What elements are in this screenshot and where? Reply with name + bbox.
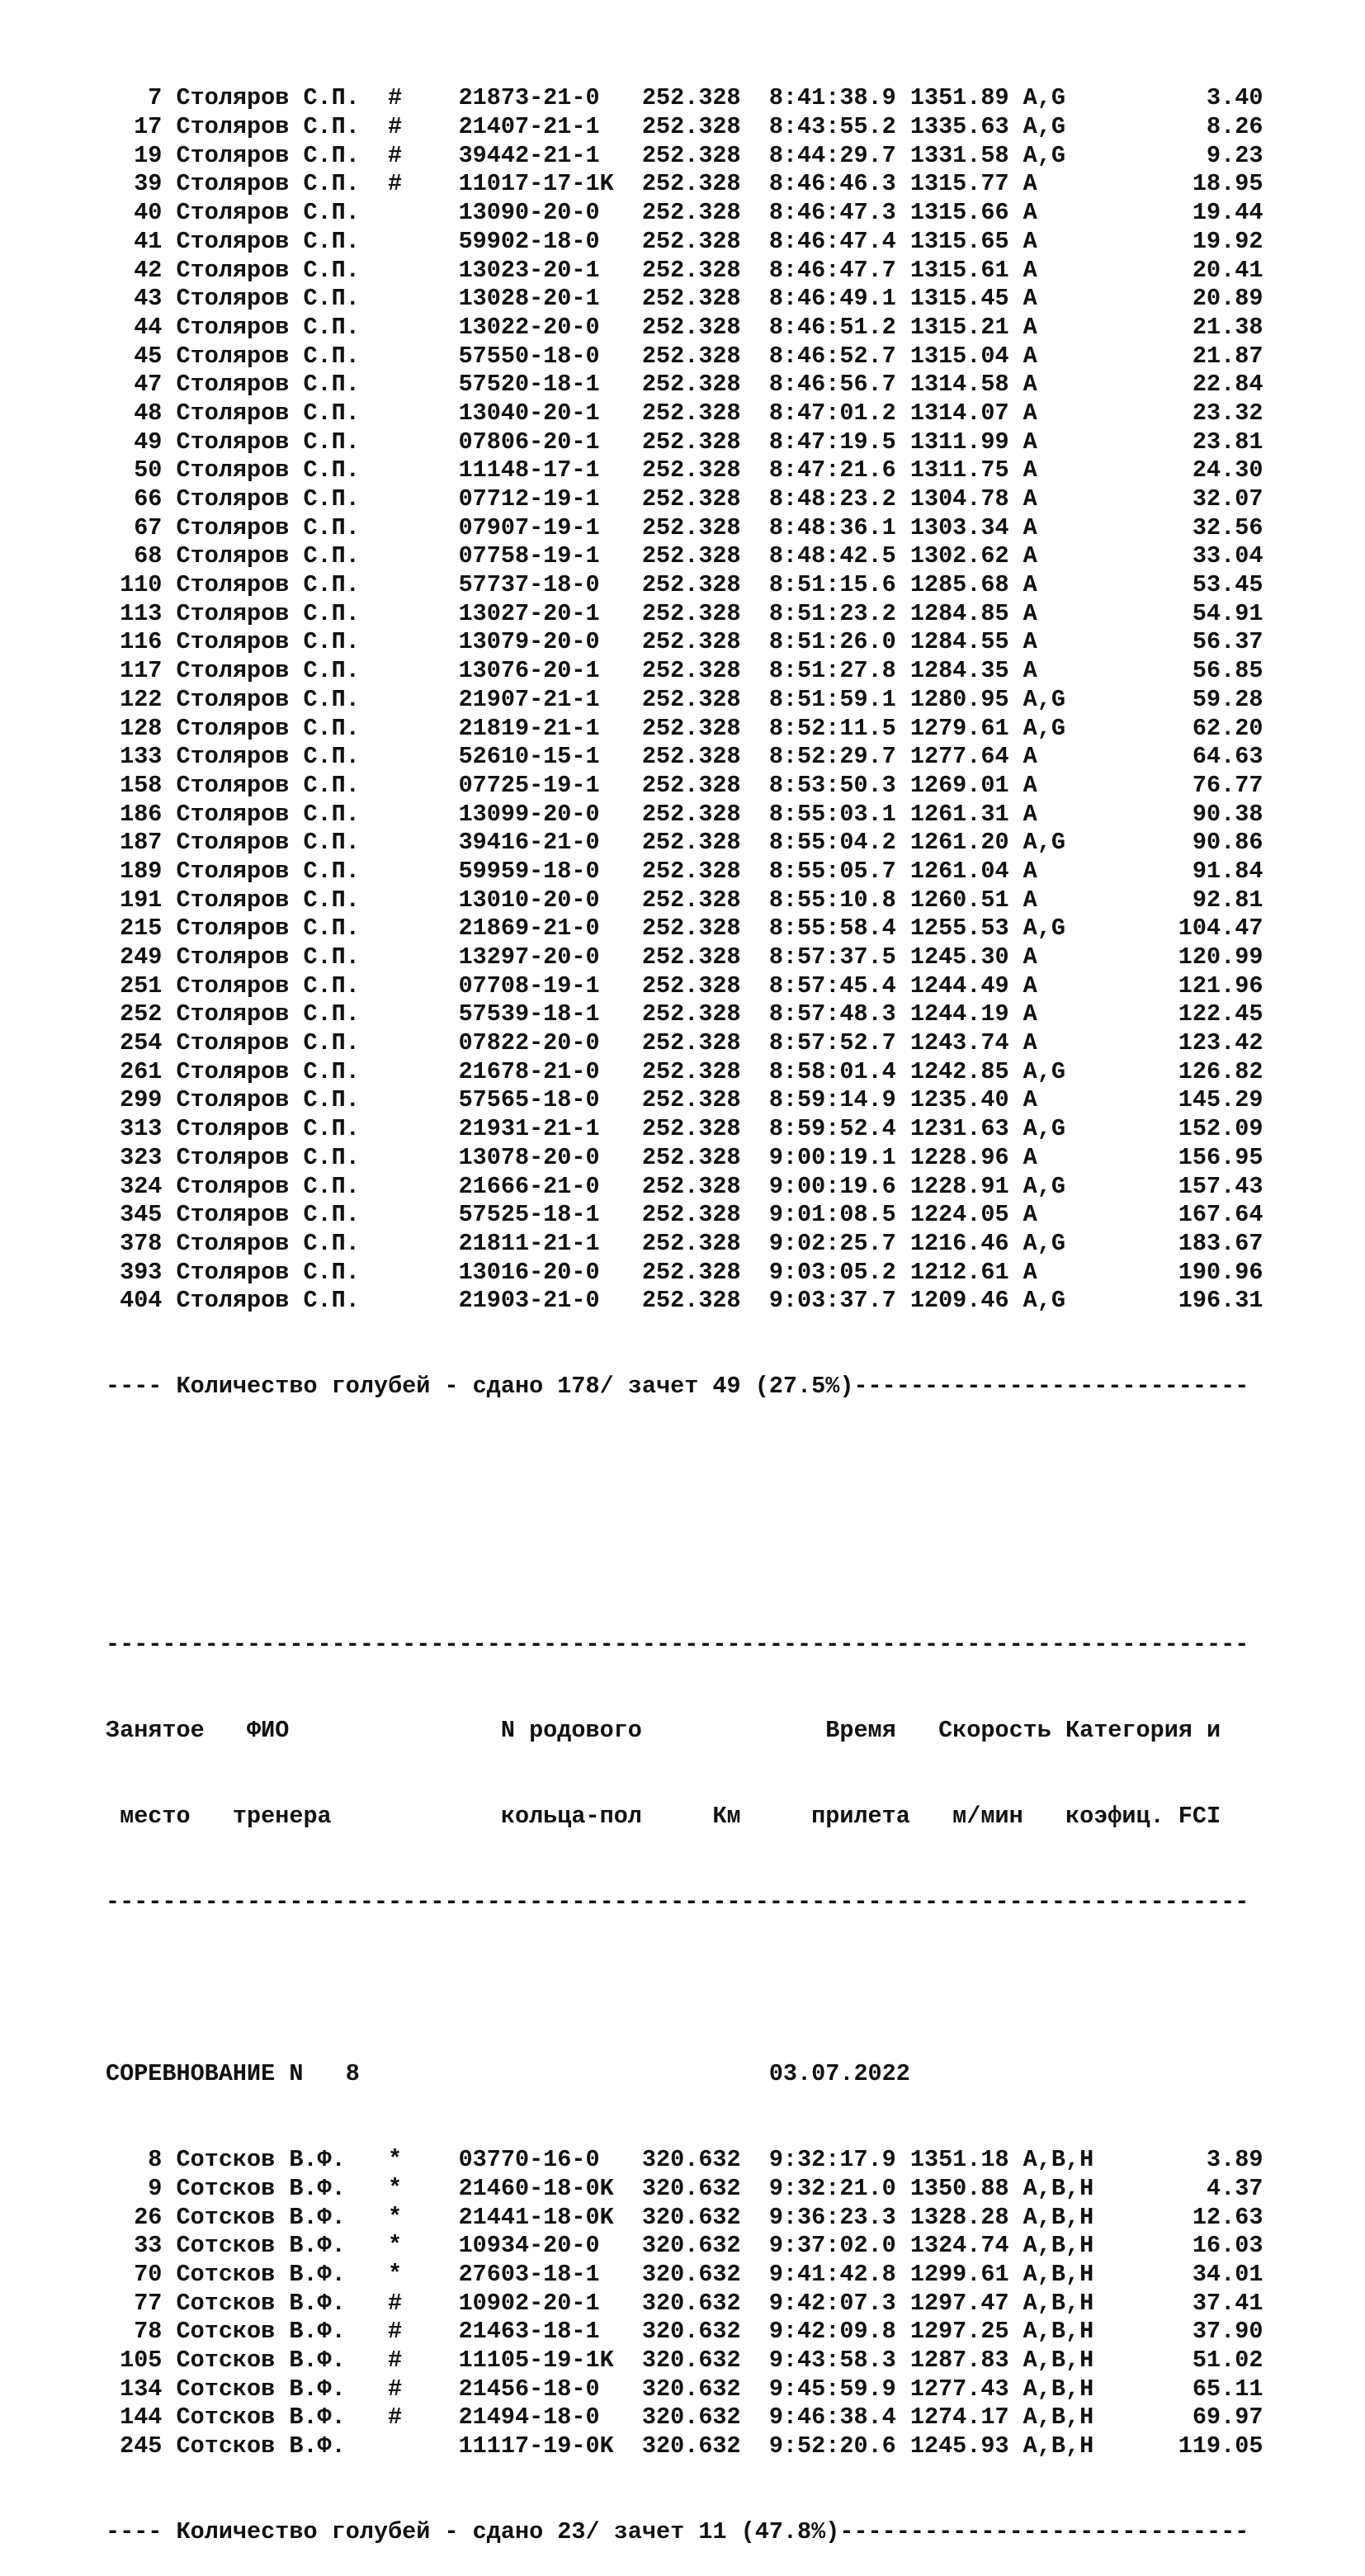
header-rule-bottom: --------------------------------------------------------------------------------- xyxy=(106,1888,1249,1916)
result-row: 67 Столяров С.П. 07907-19-1 252.328 8:48:36.1 1303.34 A 32.56 xyxy=(106,513,1263,541)
result-row: 251 Столяров С.П. 07708-19-1 252.328 8:57:45.4 1244.49 A 121.96 xyxy=(106,971,1263,1000)
result-row: 110 Столяров С.П. 57737-18-0 252.328 8:51:15.6 1285.68 A 53.45 xyxy=(106,571,1263,599)
result-row: 44 Столяров С.П. 13022-20-0 252.328 8:46:51.2 1315.21 A 21.38 xyxy=(106,313,1263,341)
result-row: 254 Столяров С.П. 07822-20-0 252.328 8:57:52.7 1243.74 A 123.42 xyxy=(106,1029,1263,1057)
result-row: 249 Столяров С.П. 13297-20-0 252.328 8:57:37.5 1245.30 A 120.99 xyxy=(106,943,1263,971)
result-row: 122 Столяров С.П. 21907-21-1 252.328 8:51:59.1 1280.95 A,G 59.28 xyxy=(106,685,1263,713)
result-row: 117 Столяров С.П. 13076-20-1 252.328 8:51:27.8 1284.35 A 56.85 xyxy=(106,657,1263,685)
result-row: 77 Сотсков В.Ф. # 10902-20-1 320.632 9:42:07.3 1297.47 A,B,H 37.41 xyxy=(106,2289,1263,2317)
result-row: 41 Столяров С.П. 59902-18-0 252.328 8:46:47.4 1315.65 A 19.92 xyxy=(106,227,1263,255)
result-row: 324 Столяров С.П. 21666-21-0 252.328 9:00:19.6 1228.91 A,G 157.43 xyxy=(106,1172,1263,1200)
blank-line xyxy=(106,1974,1344,2003)
result-row: 39 Столяров С.П. # 11017-17-1K 252.328 8:46:46.3 1315.77 A 18.95 xyxy=(106,170,1263,198)
result-row: 261 Столяров С.П. 21678-21-0 252.328 8:58:01.4 1242.85 A,G 126.82 xyxy=(106,1057,1263,1085)
result-row: 144 Сотсков В.Ф. # 21494-18-0 320.632 9:46:38.4 1274.17 A,B,H 69.97 xyxy=(106,2403,1263,2432)
result-row: 42 Столяров С.П. 13023-20-1 252.328 8:46:47.7 1315.61 A 20.41 xyxy=(106,256,1263,284)
results-document xyxy=(106,27,1344,2576)
result-row: 245 Сотсков В.Ф. 11117-19-0K 320.632 9:52:20.6 1245.93 A,B,H 119.05 xyxy=(106,2432,1263,2460)
result-row: 133 Столяров С.П. 52610-15-1 252.328 8:52:29.7 1277.64 A 64.63 xyxy=(106,743,1263,771)
result-row: 68 Столяров С.П. 07758-19-1 252.328 8:48:42.5 1302.62 A 33.04 xyxy=(106,542,1263,570)
result-row: 215 Столяров С.П. 21869-21-0 252.328 8:55:58.4 1255.53 A,G 104.47 xyxy=(106,915,1263,943)
block1-summary: ---- Количество голубей - сдано 178/ зачет 49 (27.5%)---------------------------- xyxy=(106,1373,1249,1401)
result-row: 299 Столяров С.П. 57565-18-0 252.328 8:59:14.9 1235.40 A 145.29 xyxy=(106,1086,1263,1114)
result-row: 33 Сотсков В.Ф. * 10934-20-0 320.632 9:37:02.0 1324.74 A,B,H 16.03 xyxy=(106,2232,1263,2260)
result-row: 113 Столяров С.П. 13027-20-1 252.328 8:51:23.2 1284.85 A 54.91 xyxy=(106,599,1263,627)
result-row: 189 Столяров С.П. 59959-18-0 252.328 8:55:05.7 1261.04 A 91.84 xyxy=(106,857,1263,885)
block2-summary: ---- Количество голубей - сдано 23/ зачет 11 (47.8%)----------------------------- xyxy=(106,2518,1249,2546)
result-row: 43 Столяров С.П. 13028-20-1 252.328 8:46:49.1 1315.45 A 20.89 xyxy=(106,285,1263,313)
result-row: 378 Столяров С.П. 21811-21-1 252.328 9:02:25.7 1216.46 A,G 183.67 xyxy=(106,1229,1263,1257)
result-row: 252 Столяров С.П. 57539-18-1 252.328 8:57:48.3 1244.19 A 122.45 xyxy=(106,1000,1263,1028)
result-row: 78 Сотсков В.Ф. # 21463-18-1 320.632 9:42:09.8 1297.25 A,B,H 37.90 xyxy=(106,2318,1263,2346)
result-row: 47 Столяров С.П. 57520-18-1 252.328 8:46:56.7 1314.58 A 22.84 xyxy=(106,371,1263,399)
result-row: 105 Сотсков В.Ф. # 11105-19-1K 320.632 9:43:58.3 1287.83 A,B,H 51.02 xyxy=(106,2347,1263,2375)
column-header-line-2: место тренера кольца-пол Км прилета м/мин коэфиц. FCI xyxy=(106,1802,1221,1830)
result-row: 26 Сотсков В.Ф. * 21441-18-0K 320.632 9:36:23.3 1328.28 A,B,H 12.63 xyxy=(106,2203,1263,2231)
result-row: 50 Столяров С.П. 11148-17-1 252.328 8:47:21.6 1311.75 A 24.30 xyxy=(106,456,1263,484)
result-row: 191 Столяров С.П. 13010-20-0 252.328 8:55:10.8 1260.51 A 92.81 xyxy=(106,886,1263,914)
result-row: 393 Столяров С.П. 13016-20-0 252.328 9:03:05.2 1212.61 A 190.96 xyxy=(106,1258,1263,1286)
result-row: 116 Столяров С.П. 13079-20-0 252.328 8:51:26.0 1284.55 A 56.37 xyxy=(106,628,1263,656)
blank-line xyxy=(106,1458,1344,1487)
result-row: 45 Столяров С.П. 57550-18-0 252.328 8:46:52.7 1315.04 A 21.87 xyxy=(106,342,1263,370)
result-row: 40 Столяров С.П. 13090-20-0 252.328 8:46:47.3 1315.66 A 19.44 xyxy=(106,199,1263,227)
result-row: 134 Сотсков В.Ф. # 21456-18-0 320.632 9:45:59.9 1277.43 A,B,H 65.11 xyxy=(106,2375,1263,2403)
blank-line xyxy=(106,1545,1344,1574)
result-row: 404 Столяров С.П. 21903-21-0 252.328 9:03:37.7 1209.46 A,G 196.31 xyxy=(106,1287,1263,1315)
result-row: 66 Столяров С.П. 07712-19-1 252.328 8:48:23.2 1304.78 A 32.07 xyxy=(106,485,1263,513)
result-row: 128 Столяров С.П. 21819-21-1 252.328 8:52:11.5 1279.61 A,G 62.20 xyxy=(106,714,1263,742)
block2-rows xyxy=(106,2146,1344,2461)
result-row: 49 Столяров С.П. 07806-20-1 252.328 8:47:19.5 1311.99 A 23.81 xyxy=(106,428,1263,456)
header-rule: --------------------------------------------------------------------------------- xyxy=(106,1630,1249,1658)
result-row: 70 Сотсков В.Ф. * 27603-18-1 320.632 9:41:42.8 1299.61 A,B,H 34.01 xyxy=(106,2260,1263,2288)
result-row: 313 Столяров С.П. 21931-21-1 252.328 8:59:52.4 1231.63 A,G 152.09 xyxy=(106,1115,1263,1143)
result-row: 345 Столяров С.П. 57525-18-1 252.328 9:01:08.5 1224.05 A 167.64 xyxy=(106,1201,1263,1229)
column-header-line-1: Занятое ФИО N родового Время Скорость Категория и xyxy=(106,1716,1221,1744)
competition-title: СОРЕВНОВАНИЕ N 8 03.07.2022 xyxy=(106,2060,910,2088)
result-row: 158 Столяров С.П. 07725-19-1 252.328 8:53:50.3 1269.01 A 76.77 xyxy=(106,771,1263,799)
result-row: 186 Столяров С.П. 13099-20-0 252.328 8:55:03.1 1261.31 A 90.38 xyxy=(106,800,1263,828)
result-row: 187 Столяров С.П. 39416-21-0 252.328 8:55:04.2 1261.20 A,G 90.86 xyxy=(106,829,1263,857)
result-row: 7 Столяров С.П. # 21873-21-0 252.328 8:41:38.9 1351.89 A,G 3.40 xyxy=(106,84,1263,112)
block1-rows xyxy=(106,84,1344,1316)
result-row: 8 Сотсков В.Ф. * 03770-16-0 320.632 9:32:17.9 1351.18 A,B,H 3.89 xyxy=(106,2146,1263,2174)
result-row: 19 Столяров С.П. # 39442-21-1 252.328 8:44:29.7 1331.58 A,G 9.23 xyxy=(106,141,1263,169)
result-row: 323 Столяров С.П. 13078-20-0 252.328 9:00:19.1 1228.96 A 156.95 xyxy=(106,1143,1263,1171)
result-row: 48 Столяров С.П. 13040-20-1 252.328 8:47:01.2 1314.07 A 23.32 xyxy=(106,399,1263,427)
result-row: 17 Столяров С.П. # 21407-21-1 252.328 8:43:55.2 1335.63 A,G 8.26 xyxy=(106,113,1263,141)
result-row: 9 Сотсков В.Ф. * 21460-18-0K 320.632 9:32:21.0 1350.88 A,B,H 4.37 xyxy=(106,2174,1263,2202)
